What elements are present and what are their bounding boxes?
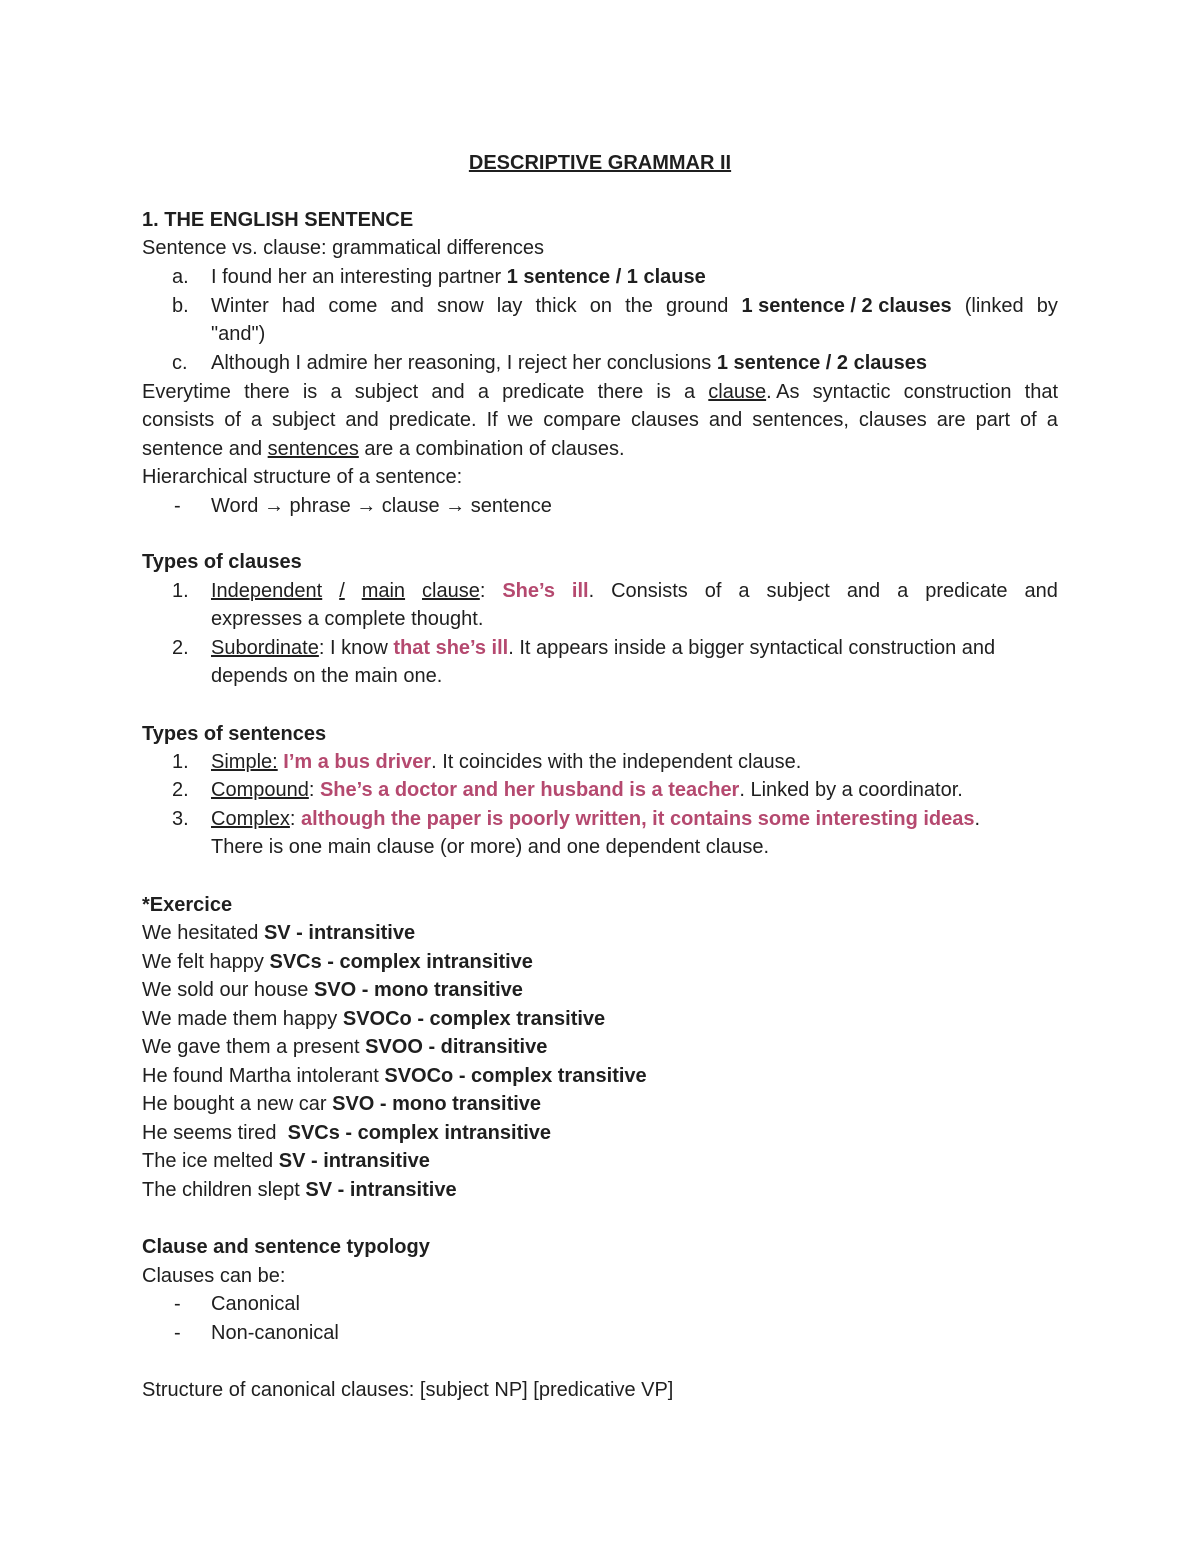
exercise-row: [142, 1005, 605, 1033]
word: part: [975, 409, 1011, 431]
word: that: [1024, 381, 1058, 403]
word: there: [244, 381, 290, 403]
exercise-sentence: He seems tired: [142, 1122, 288, 1144]
list-item: Non-canonical: [211, 1322, 339, 1344]
word: snow: [436, 295, 484, 317]
word: had: [281, 295, 316, 317]
word: predicate: [502, 381, 585, 403]
sentence-item-1: [211, 748, 801, 776]
example-analysis: 1 sentence / 2 clauses: [716, 352, 927, 374]
clause-term: [708, 378, 799, 406]
exercise-sentence: We sold our house: [142, 979, 314, 1001]
word: a: [738, 580, 750, 602]
sentence-item-2: [211, 776, 963, 804]
example-text: I found her an interesting partner: [211, 266, 502, 288]
text-run: :: [289, 808, 302, 830]
clause-item-2-continuation: depends on the main one.: [211, 665, 443, 687]
word: Everytime: [142, 381, 231, 403]
example-text: that she’s ill: [393, 637, 509, 659]
exercise-answer: SV - intransitive: [305, 1179, 457, 1201]
exercise-answer: SV - intransitive: [278, 1150, 430, 1172]
structure-line: Structure of canonical clauses: [subject NP] [predicative VP]: [142, 1379, 674, 1401]
example-analysis: 1 sentence / 1 clause: [506, 266, 706, 288]
list-bullet: -: [174, 1322, 181, 1344]
item-label: Simple:: [211, 751, 278, 773]
exercise-row: [142, 1062, 647, 1090]
word: the: [625, 295, 653, 317]
paragraph-line: [142, 378, 1058, 406]
word: thick: [535, 295, 577, 317]
word: subject: [766, 580, 830, 602]
list-marker: 2.: [172, 637, 189, 659]
word: of: [224, 409, 241, 431]
clause-item-2: [211, 634, 995, 662]
exercise-answer: SVCs - complex intransitive: [287, 1122, 552, 1144]
exercise-sentence: The ice melted: [142, 1150, 279, 1172]
document-title: DESCRIPTIVE GRAMMAR II: [468, 152, 732, 174]
example-end: [572, 577, 594, 605]
hierarchy-label: Hierarchical structure of a sentence:: [142, 466, 463, 488]
example-b: [211, 292, 1058, 320]
text-run: .: [974, 808, 981, 830]
example-analysis: 1 sentence / 2 clauses: [741, 295, 952, 317]
section-heading: Clause and sentence typology: [142, 1236, 430, 1258]
clause-item-1: [211, 577, 1058, 605]
sentence-item-3: [211, 805, 980, 833]
example-text: I’m a bus driver: [283, 751, 432, 773]
word: there: [597, 381, 644, 403]
word: a: [250, 409, 263, 431]
paragraph-line: [142, 435, 625, 463]
exercise-sentence: He found Martha intolerant: [142, 1065, 385, 1087]
exercise-sentence: We made them happy: [142, 1008, 343, 1030]
word: a: [897, 580, 909, 602]
typology-intro: Clauses can be:: [142, 1265, 286, 1287]
word: clauses: [858, 409, 927, 431]
word: .: [588, 580, 595, 602]
example-text: Although I admire her reasoning, I reject her conclusions: [211, 352, 712, 374]
word: lay: [496, 295, 523, 317]
text-run: sentence and: [142, 438, 268, 460]
word: subject: [272, 409, 336, 431]
paragraph-line: [142, 406, 1058, 434]
underlined-term: sentences: [267, 438, 359, 460]
word: clauses: [631, 409, 699, 431]
text-run: . It appears inside a bigger syntactical construction and: [508, 637, 996, 659]
example-b-continuation: "and"): [211, 323, 266, 345]
list-marker: b.: [172, 295, 189, 317]
word: predicate: [925, 580, 1008, 602]
word: and: [1024, 580, 1058, 602]
word: and: [431, 381, 465, 403]
word: and: [846, 580, 881, 602]
exercise-row: [142, 1033, 547, 1061]
word: ground: [666, 295, 729, 317]
word: If: [486, 409, 498, 431]
word: construction: [903, 381, 1012, 403]
text-run: :: [308, 779, 320, 801]
list-marker: 1.: [172, 580, 189, 602]
word: a: [330, 381, 342, 403]
section-heading: *Exercice: [142, 894, 233, 916]
word: She’s: [502, 580, 555, 602]
word: come: [328, 295, 378, 317]
example-a: [211, 263, 706, 291]
item-label: Compound: [211, 779, 309, 801]
word: Winter: [211, 295, 269, 317]
list-marker: c.: [172, 352, 188, 374]
word: a: [684, 381, 696, 403]
word: and: [708, 409, 743, 431]
word: . As: [766, 381, 800, 403]
exercise-sentence: We felt happy: [142, 951, 270, 973]
section-intro: Sentence vs. clause: grammatical differences: [142, 237, 545, 259]
section-heading: Types of clauses: [142, 551, 302, 573]
item-label: Complex: [211, 808, 290, 830]
word: are: [936, 409, 966, 431]
list-marker: a.: [172, 266, 189, 288]
exercise-answer: SVOO - ditransitive: [365, 1036, 548, 1058]
sentence-item-3-continuation: There is one main clause (or more) and one dependent clause.: [211, 836, 770, 858]
exercise-row: [142, 976, 523, 1004]
exercise-row: [142, 919, 415, 947]
word: a: [1046, 409, 1058, 431]
exercise-row: [142, 1147, 430, 1175]
exercise-answer: SV - intransitive: [263, 922, 416, 944]
exercise-row: [142, 1119, 551, 1147]
word: and: [345, 409, 379, 431]
exercise-row: [142, 1090, 541, 1118]
exercise-answer: SVCs - complex intransitive: [269, 951, 533, 973]
label-end: [422, 577, 485, 605]
word: predicate.: [388, 409, 477, 431]
list-marker: 3.: [172, 808, 189, 830]
exercise-answer: SVO - mono transitive: [332, 1093, 542, 1115]
exercise-answer: SVOCo - complex transitive: [384, 1065, 647, 1087]
word: (linked: [964, 295, 1024, 317]
word: Independent: [211, 580, 323, 602]
word: is: [302, 381, 318, 403]
exercise-answer: SVOCo - complex transitive: [342, 1008, 606, 1030]
list-marker: 2.: [172, 779, 189, 801]
word: sentences,: [752, 409, 849, 431]
text-run: : I know: [318, 637, 394, 659]
list-bullet: -: [174, 495, 181, 517]
word: clause: [422, 580, 480, 602]
list-bullet: -: [174, 1293, 181, 1315]
word: compare: [543, 409, 622, 431]
list-marker: 1.: [172, 751, 189, 773]
word: subject: [354, 381, 419, 403]
exercise-sentence: We gave them a present: [142, 1036, 366, 1058]
exercise-sentence: The children slept: [142, 1179, 306, 1201]
word: we: [507, 409, 534, 431]
word: consists: [142, 409, 215, 431]
exercise-sentence: We hesitated: [142, 922, 264, 944]
word: Consists: [611, 580, 688, 602]
section-heading: 1. THE ENGLISH SENTENCE: [142, 209, 414, 231]
text-run: . It coincides with the independent clause.: [431, 751, 802, 773]
word: :: [479, 580, 486, 602]
section-heading: Types of sentences: [142, 723, 327, 745]
clause-item-1-continuation: expresses a complete thought.: [211, 608, 484, 630]
word: and: [390, 295, 424, 317]
word: syntactic: [812, 381, 891, 403]
text-run: . Linked by a coordinator.: [739, 779, 963, 801]
word: a: [477, 381, 489, 403]
word: on: [589, 295, 612, 317]
example-text: She’s a doctor and her husband is a teacher: [319, 779, 740, 801]
exercise-row: [142, 1176, 457, 1204]
word: main: [361, 580, 406, 602]
item-label: Subordinate: [211, 637, 319, 659]
example-c: [211, 349, 927, 377]
example-text: although the paper is poorly written, it contains some interesting ideas: [301, 808, 975, 830]
word: of: [704, 580, 722, 602]
exercise-answer: SVO - mono transitive: [313, 979, 523, 1001]
hierarchy-item: Word → phrase → clause → sentence: [211, 495, 552, 517]
underlined-term: clause: [708, 381, 767, 403]
text-run: are a combination of clauses.: [358, 438, 625, 460]
word: by: [1036, 295, 1058, 317]
word: of: [1020, 409, 1037, 431]
exercise-sentence: He bought a new car: [142, 1093, 333, 1115]
exercise-row: [142, 948, 533, 976]
word: /: [339, 580, 345, 602]
word: is: [656, 381, 671, 403]
word: ill: [571, 580, 589, 602]
list-item: Canonical: [211, 1293, 300, 1315]
